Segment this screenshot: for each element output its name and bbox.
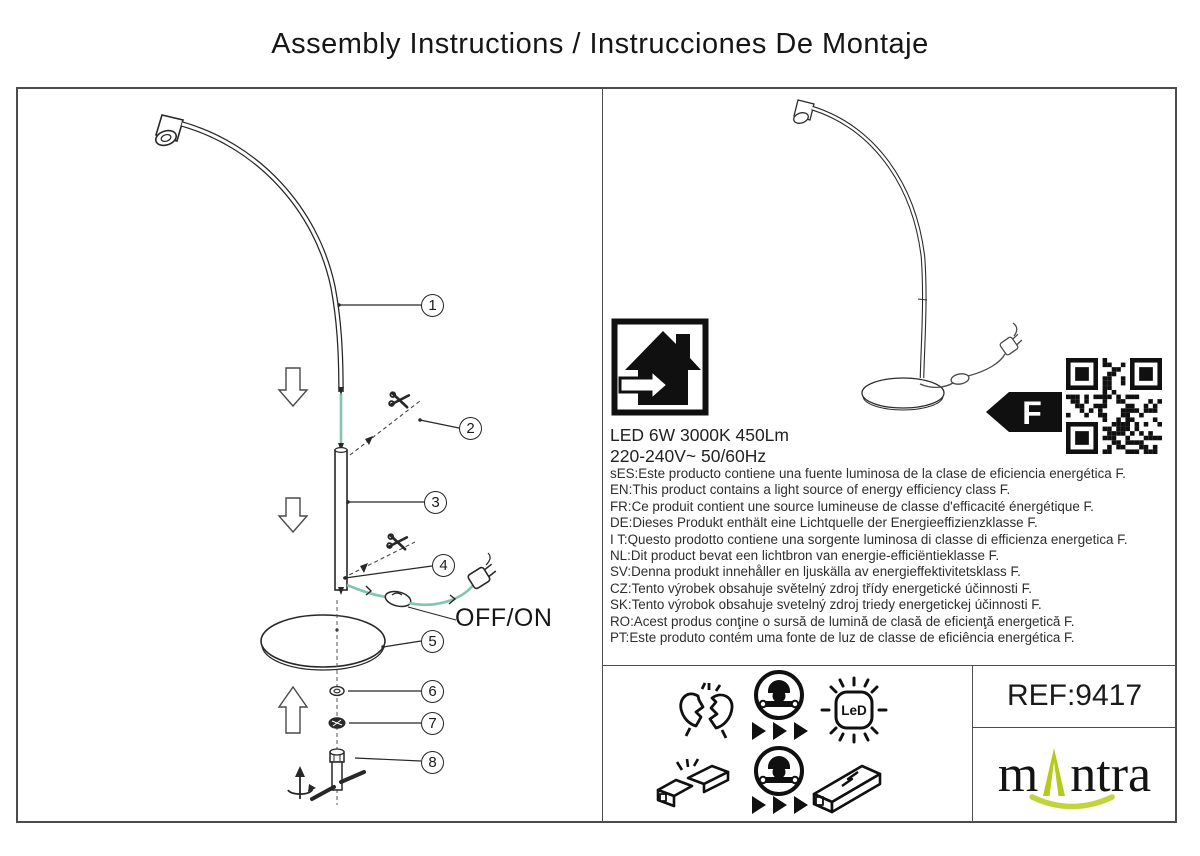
triple-arrow-icon: [752, 721, 816, 741]
lang-line-cz: CZ:Tento výrobek obsahuje světelný zdroj třídy energetické účinnosti F.: [610, 580, 1033, 596]
callout-4: 4: [432, 554, 455, 577]
callout-2: 2: [459, 417, 482, 440]
brand-caret-icon: [1040, 748, 1068, 798]
led-glow-icon: [820, 676, 888, 744]
lang-line-sk: SK:Tento výrobok obsahuje svetelný zdroj triedy energetickej účinnosti F.: [610, 597, 1042, 613]
washer-part: [330, 687, 344, 696]
led-glow-label: LeD: [841, 703, 867, 718]
electrician-icon: [752, 668, 806, 722]
up-arrow-icon: [279, 687, 307, 733]
callout-3: 3: [424, 491, 447, 514]
power-cord-drawing: [920, 323, 1024, 387]
lang-line-sv: SV:Denna produkt innehåller en ljuskälla av energieffektivitetsklass F.: [610, 564, 1021, 580]
base-part: [261, 615, 385, 670]
down-arrow-icon: [279, 368, 307, 406]
spec-block: [610, 425, 1170, 467]
lang-line-nl: NL:Dit product bevat een lichtbron van energie-efficiëntieklasse F.: [610, 548, 1000, 564]
down-arrow-icon: [279, 498, 307, 532]
brand-logo-m: m: [997, 746, 1039, 803]
callout-8: 8: [421, 751, 444, 774]
lang-line-de: DE:Dieses Produkt enthält eine Lichtquelle der Energieeffizienzklasse F.: [610, 515, 1038, 531]
lamp-head-drawing: [154, 115, 183, 148]
reference-number: REF:9417: [1006, 679, 1143, 712]
energy-class-letter: F: [1022, 395, 1042, 431]
electrician-icon: [752, 744, 806, 798]
arc-arm-drawing: [812, 108, 927, 378]
lang-line-it: I T:Questo prodotto contiene una sorgente luminosa di classe di efficienza energetica F.: [610, 531, 1128, 547]
broken-led-icon: [676, 680, 738, 744]
switch-label: OFF/ON: [455, 604, 553, 632]
rotate-icon: [288, 766, 316, 799]
base-drawing: [862, 378, 944, 410]
exploded-assembly-diagram: [16, 87, 602, 823]
scissors-icon: [389, 392, 409, 408]
page-title: Assembly Instructions / Instrucciones De Montaje: [271, 28, 929, 60]
lang-line-fr: FR:Ce produit contient une source lumineuse de classe d'efficacité énergétique F.: [610, 498, 1094, 514]
scissors-icon: [387, 534, 407, 550]
lang-line-en: EN:This product contains a light source of energy efficiency class F.: [610, 482, 1011, 498]
callout-5: 5: [421, 630, 444, 653]
brand-logo: [972, 727, 1177, 823]
callout-6: 6: [421, 680, 444, 703]
spec-line-led: LED 6W 3000K 450Lm: [610, 425, 789, 445]
indoor-use-icon: [611, 318, 709, 416]
broken-driver-icon: [652, 752, 738, 816]
tbolt-part: [312, 749, 364, 799]
nut-part: [329, 718, 345, 728]
arc-arm-part: [182, 124, 341, 392]
lang-line-es: sES:Este producto contiene una fuente luminosa de la clase de eficiencia energética F.: [610, 466, 1126, 481]
lang-line-pt: PT:Este produto contém uma fonte de luz de classe de eficiência energética F.: [610, 630, 1075, 646]
brand-logo-ntra: ntra: [1070, 746, 1152, 803]
language-statements: [610, 466, 1172, 646]
lamp-head-drawing: [792, 100, 814, 125]
callout-7: 7: [421, 712, 444, 735]
callout-1: 1: [421, 294, 444, 317]
led-driver-icon: [804, 748, 894, 824]
lang-line-ro: RO:Acest produs conţine o sursă de lumină de clasă de eficienţă energetică F.: [610, 613, 1075, 629]
pole-part: [335, 448, 347, 595]
brand-arc-icon: [1027, 794, 1119, 814]
spec-line-voltage: 220-240V~ 50/60Hz: [610, 446, 767, 466]
